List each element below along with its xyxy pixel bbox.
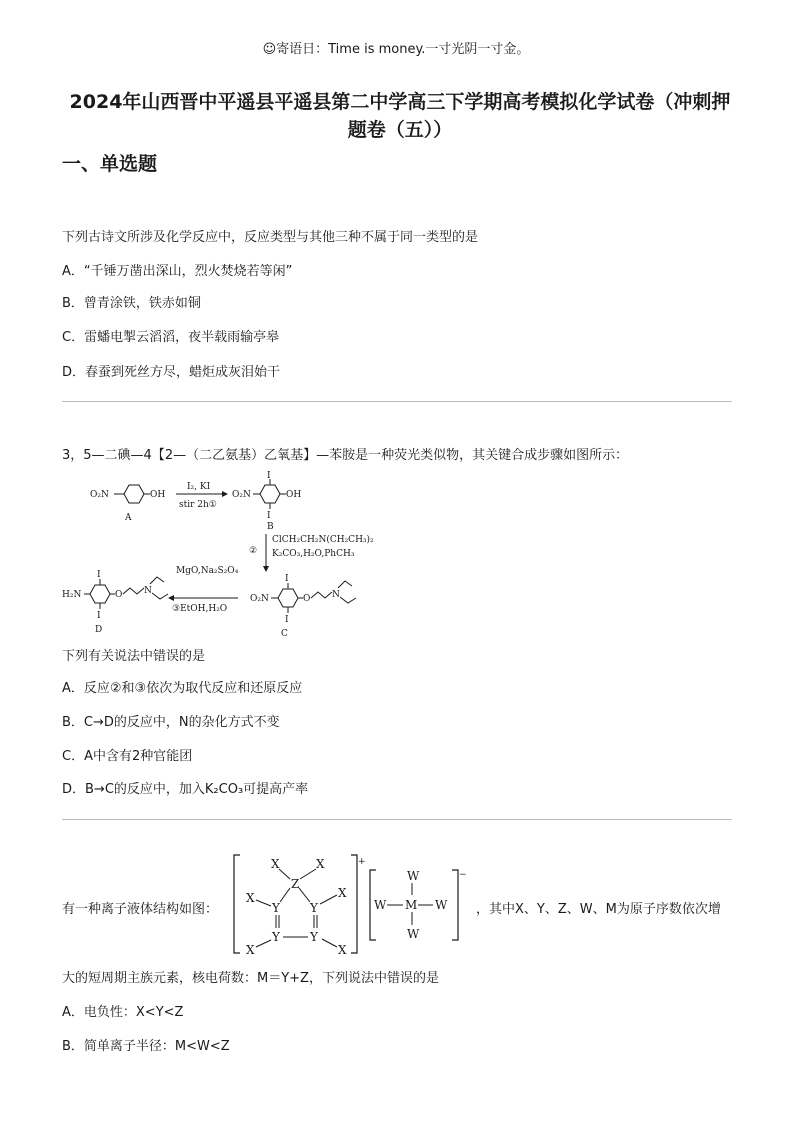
q1-option-d: D．春蚕到死丝方尽，蜡炬成灰泪始干 [62, 365, 281, 380]
q3-stem-line-2: 大的短周期主族元素，核电荷数：M＝Y+Z，下列说法中错误的是 [62, 971, 439, 986]
synthesis-scheme [62, 470, 402, 640]
section-title: 一、单选题 [62, 153, 158, 175]
atom-x-2: X [316, 857, 325, 871]
atom-w-left: W [374, 898, 387, 912]
label-c-i-bottom: I [285, 615, 289, 625]
label-c: C [281, 629, 288, 639]
atom-x-6: X [338, 943, 347, 957]
step1-condition: stir 2h① [179, 500, 217, 510]
label-a-no2: O₂N [90, 490, 109, 500]
atom-y-2: Y [310, 901, 318, 915]
label-b-i-top: I [267, 471, 271, 481]
atom-x-3: X [246, 891, 255, 905]
cation-bracket-right [351, 855, 357, 953]
label-b-oh: OH [286, 490, 302, 500]
label-a: A [125, 513, 132, 523]
atom-x-4: X [338, 886, 347, 900]
motto: ☺寄语日：Time is money.一寸光阴一寸金。 [262, 42, 530, 57]
step2-number: ② [249, 546, 258, 556]
divider [62, 819, 732, 820]
divider [62, 401, 732, 402]
q2-option-d: D．B→C的反应中，加入K₂CO₃可提高产率 [62, 782, 309, 797]
q2-option-b: B．C→D的反应中，N的杂化方式不变 [62, 715, 280, 730]
q2-option-a: A．反应②和③依次为取代反应和还原反应 [62, 681, 303, 696]
atom-w-top: W [407, 869, 420, 883]
label-d-i-top: I [97, 570, 101, 580]
anion-charge: − [459, 870, 467, 880]
cation-charge: + [358, 857, 366, 867]
q3-stem-suffix: ，其中X、Y、Z、W、M为原子序数依次增 [476, 902, 721, 917]
benzene-ring-c [278, 589, 298, 607]
step3-reagent: MgO,Na₂S₂O₄ [176, 566, 239, 576]
label-c-i-top: I [285, 574, 289, 584]
atom-w-right: W [435, 898, 448, 912]
atom-w-bottom: W [407, 927, 420, 941]
atom-y-3: Y [272, 930, 280, 944]
label-a-oh: OH [150, 490, 166, 500]
atom-x-1: X [271, 857, 280, 871]
benzene-ring-d [90, 585, 110, 603]
ionic-liquid-structure [230, 850, 470, 960]
q3-option-b: B．简单离子半径：M<W<Z [62, 1039, 230, 1054]
anion-bracket-right [452, 870, 458, 940]
label-b-no2: O₂N [232, 490, 251, 500]
page-title [55, 88, 745, 144]
step3-condition: ③EtOH,H₂O [172, 604, 228, 614]
label-c-n: N [332, 590, 340, 600]
benzene-ring-a [124, 485, 144, 503]
label-c-no2: O₂N [250, 594, 269, 604]
atom-x-5: X [246, 943, 255, 957]
step1-reagent: I₂, KI [187, 482, 211, 492]
q1-option-c: C．雷蟠电掣云滔滔，夜半载雨输亭皋 [62, 330, 280, 345]
label-c-o: O [303, 594, 311, 604]
q2-stem: 3，5—二碘—4【2—（二乙氨基）乙氧基】—苯胺是一种荧光类似物，其关键合成步骤如图所示： [62, 448, 629, 463]
q3-stem-prefix: 有一种离子液体结构如图： [62, 902, 219, 917]
q1-option-b: B．曾青涂铁，铁赤如铜 [62, 296, 201, 311]
label-d-i-bottom: I [97, 611, 101, 621]
label-d-o: O [115, 590, 123, 600]
cation-bracket-left [234, 855, 240, 953]
q2-option-c: C．A中含有2种官能团 [62, 749, 193, 764]
step2-reagent: ClCH₂CH₂N(CH₂CH₃)₂ [272, 535, 374, 545]
q1-stem: 下列古诗文所涉及化学反应中，反应类型与其他三种不属于同一类型的是 [62, 230, 479, 245]
q1-option-a: A．“千锤万凿出深山，烈火焚烧若等闲” [62, 264, 293, 279]
title-line-2: 题卷（五）） [347, 119, 453, 141]
atom-y-4: Y [310, 930, 318, 944]
atom-y-1: Y [272, 901, 280, 915]
label-b-i-bottom: I [267, 511, 271, 521]
title-line-1: 2024年山西晋中平遥县平遥县第二中学高三下学期高考模拟化学试卷（冲刺押 [69, 91, 731, 113]
atom-z: Z [291, 877, 300, 891]
label-d-h2n: H₂N [62, 590, 82, 600]
q2-sub-stem: 下列有关说法中错误的是 [62, 649, 206, 664]
step2-condition: K₂CO₃,H₂O,PhCH₃ [272, 549, 355, 559]
q3-option-a: A．电负性：X<Y<Z [62, 1005, 184, 1020]
benzene-ring-b [260, 485, 280, 503]
label-b: B [267, 522, 274, 532]
label-d-n: N [144, 586, 152, 596]
atom-m: M [405, 898, 418, 912]
label-d: D [95, 625, 103, 635]
